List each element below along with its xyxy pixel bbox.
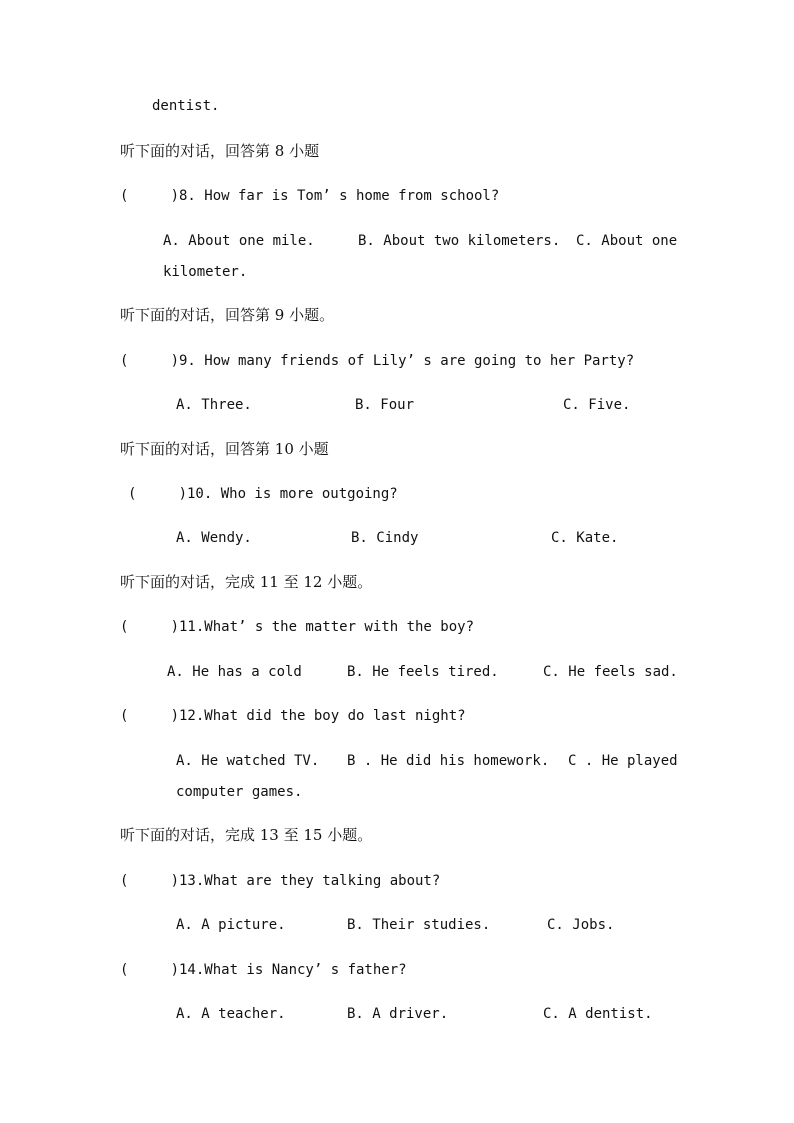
question-12-option-a: A. He watched TV. <box>176 753 320 769</box>
question-12-option-b: B . He did his homework. <box>347 753 550 769</box>
question-10-option-b: B. Cindy <box>351 530 419 546</box>
question-11: ( )11.What’ s the matter with the boy? <box>120 619 475 635</box>
question-8-option-c: C. About one <box>576 233 678 249</box>
question-14: ( )14.What is Nancy’ s father? <box>120 962 407 978</box>
question-8-option-a: A. About one mile. <box>163 233 315 249</box>
question-10-option-a: A. Wendy. <box>176 530 252 546</box>
question-14-option-a: A. A teacher. <box>176 1006 286 1022</box>
question-9-option-b: B. Four <box>355 397 415 413</box>
question-12-option-c: C . He played <box>568 753 678 769</box>
question-9: ( )9. How many friends of Lily’ s are going to her Party? <box>120 353 635 369</box>
question-12-option-c-cont: computer games. <box>176 784 303 800</box>
question-13-option-c: C. Jobs. <box>547 917 615 933</box>
question-13: ( )13.What are they talking about? <box>120 873 441 889</box>
question-14-option-c: C. A dentist. <box>543 1006 653 1022</box>
section-heading-11: 听下面的对话，完成 11 至 12 小题。 <box>120 573 373 591</box>
question-10: ( )10. Who is more outgoing? <box>128 486 398 502</box>
question-10-option-c: C. Kate. <box>551 530 619 546</box>
continued-text: dentist. <box>152 98 220 114</box>
question-9-option-a: A. Three. <box>176 397 252 413</box>
question-11-option-b: B. He feels tired. <box>347 664 499 680</box>
section-heading-10: 听下面的对话，回答第 10 小题 <box>120 440 329 458</box>
section-heading-13: 听下面的对话，完成 13 至 15 小题。 <box>120 826 373 844</box>
question-13-option-b: B. Their studies. <box>347 917 491 933</box>
question-12: ( )12.What did the boy do last night? <box>120 708 466 724</box>
question-8-option-b: B. About two kilometers. <box>358 233 561 249</box>
question-8: ( )8. How far is Tom’ s home from school? <box>120 188 500 204</box>
question-11-option-c: C. He feels sad. <box>543 664 678 680</box>
question-14-option-b: B. A driver. <box>347 1006 449 1022</box>
question-13-option-a: A. A picture. <box>176 917 286 933</box>
question-9-option-c: C. Five. <box>563 397 631 413</box>
section-heading-8: 听下面的对话，回答第 8 小题 <box>120 142 320 160</box>
question-11-option-a: A. He has a cold <box>167 664 302 680</box>
section-heading-9: 听下面的对话，回答第 9 小题。 <box>120 306 335 324</box>
question-8-option-c-cont: kilometer. <box>163 264 248 280</box>
